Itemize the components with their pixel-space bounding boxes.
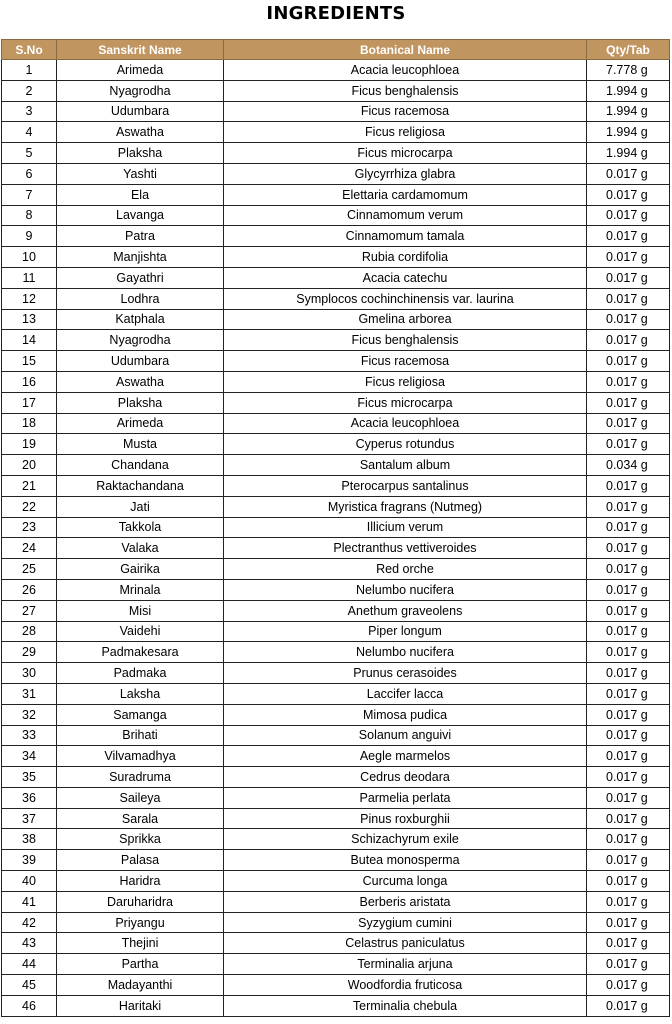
cell-sanskrit-name: Aswatha <box>57 122 224 143</box>
cell-sanskrit-name: Udumbara <box>57 101 224 122</box>
cell-sno: 20 <box>2 455 57 476</box>
cell-sanskrit-name: Raktachandana <box>57 475 224 496</box>
cell-botanical-name: Red orche <box>224 559 587 580</box>
table-row <box>2 392 670 413</box>
cell-sno: 6 <box>2 163 57 184</box>
cell-qty: 1.994 g <box>587 101 670 122</box>
cell-qty: 0.017 g <box>587 205 670 226</box>
cell-qty: 0.017 g <box>587 829 670 850</box>
cell-botanical-name: Rubia cordifolia <box>224 247 587 268</box>
cell-botanical-name: Syzygium cumini <box>224 912 587 933</box>
cell-botanical-name: Woodfordia fruticosa <box>224 975 587 996</box>
cell-qty: 0.017 g <box>587 871 670 892</box>
cell-qty: 0.017 g <box>587 767 670 788</box>
cell-sno: 28 <box>2 621 57 642</box>
cell-sno: 26 <box>2 579 57 600</box>
table-row <box>2 954 670 975</box>
cell-botanical-name: Illicium verum <box>224 517 587 538</box>
cell-botanical-name: Parmelia perlata <box>224 787 587 808</box>
cell-qty: 0.017 g <box>587 309 670 330</box>
cell-botanical-name: Mimosa pudica <box>224 704 587 725</box>
cell-botanical-name: Celastrus paniculatus <box>224 933 587 954</box>
cell-botanical-name: Cinnamomum verum <box>224 205 587 226</box>
cell-sanskrit-name: Chandana <box>57 455 224 476</box>
cell-botanical-name: Ficus benghalensis <box>224 330 587 351</box>
cell-sno: 40 <box>2 871 57 892</box>
cell-botanical-name: Elettaria cardamomum <box>224 184 587 205</box>
cell-sanskrit-name: Thejini <box>57 933 224 954</box>
cell-sno: 13 <box>2 309 57 330</box>
table-row <box>2 767 670 788</box>
cell-sno: 18 <box>2 413 57 434</box>
table-row <box>2 871 670 892</box>
table-row <box>2 247 670 268</box>
cell-sanskrit-name: Gayathri <box>57 267 224 288</box>
cell-qty: 1.994 g <box>587 122 670 143</box>
cell-botanical-name: Ficus microcarpa <box>224 143 587 164</box>
table-row <box>2 600 670 621</box>
page-title: INGREDIENTS <box>266 3 406 24</box>
cell-sno: 2 <box>2 80 57 101</box>
cell-botanical-name: Anethum graveolens <box>224 600 587 621</box>
table-row <box>2 933 670 954</box>
cell-qty: 0.017 g <box>587 850 670 871</box>
table-row <box>2 975 670 996</box>
cell-sno: 43 <box>2 933 57 954</box>
table-row <box>2 704 670 725</box>
cell-sno: 22 <box>2 496 57 517</box>
cell-botanical-name: Terminalia chebula <box>224 995 587 1016</box>
cell-botanical-name: Laccifer lacca <box>224 683 587 704</box>
cell-qty: 0.017 g <box>587 579 670 600</box>
cell-botanical-name: Santalum album <box>224 455 587 476</box>
table-row <box>2 517 670 538</box>
table-row <box>2 413 670 434</box>
cell-qty: 0.017 g <box>587 995 670 1016</box>
table-row <box>2 496 670 517</box>
cell-sno: 35 <box>2 767 57 788</box>
cell-sno: 32 <box>2 704 57 725</box>
cell-botanical-name: Solanum anguivi <box>224 725 587 746</box>
table-row <box>2 850 670 871</box>
cell-sno: 29 <box>2 642 57 663</box>
cell-qty: 0.017 g <box>587 392 670 413</box>
cell-qty: 0.017 g <box>587 184 670 205</box>
cell-botanical-name: Glycyrrhiza glabra <box>224 163 587 184</box>
cell-sno: 3 <box>2 101 57 122</box>
cell-sno: 14 <box>2 330 57 351</box>
cell-sanskrit-name: Nyagrodha <box>57 80 224 101</box>
cell-sanskrit-name: Takkola <box>57 517 224 538</box>
cell-botanical-name: Butea monosperma <box>224 850 587 871</box>
cell-sno: 19 <box>2 434 57 455</box>
cell-qty: 0.017 g <box>587 351 670 372</box>
table-row <box>2 559 670 580</box>
table-row <box>2 351 670 372</box>
cell-botanical-name: Pterocarpus santalinus <box>224 475 587 496</box>
cell-sno: 8 <box>2 205 57 226</box>
cell-botanical-name: Plectranthus vettiveroides <box>224 538 587 559</box>
table-row <box>2 829 670 850</box>
cell-sno: 39 <box>2 850 57 871</box>
cell-botanical-name: Ficus religiosa <box>224 371 587 392</box>
table-row <box>2 267 670 288</box>
table-row <box>2 579 670 600</box>
cell-botanical-name: Ficus benghalensis <box>224 80 587 101</box>
cell-sanskrit-name: Arimeda <box>57 60 224 81</box>
cell-sanskrit-name: Suradruma <box>57 767 224 788</box>
cell-qty: 0.017 g <box>587 559 670 580</box>
table-row <box>2 746 670 767</box>
cell-qty: 0.017 g <box>587 954 670 975</box>
cell-botanical-name: Acacia leucophloea <box>224 413 587 434</box>
cell-botanical-name: Myristica fragrans (Nutmeg) <box>224 496 587 517</box>
table-row <box>2 621 670 642</box>
header-qty-per-tab: Qty/Tab <box>587 40 670 60</box>
table-row <box>2 538 670 559</box>
table-row <box>2 309 670 330</box>
cell-botanical-name: Piper longum <box>224 621 587 642</box>
cell-sanskrit-name: Valaka <box>57 538 224 559</box>
table-row <box>2 683 670 704</box>
cell-qty: 0.017 g <box>587 517 670 538</box>
cell-sanskrit-name: Arimeda <box>57 413 224 434</box>
cell-qty: 0.017 g <box>587 538 670 559</box>
cell-botanical-name: Ficus microcarpa <box>224 392 587 413</box>
cell-botanical-name: Acacia catechu <box>224 267 587 288</box>
cell-qty: 0.017 g <box>587 226 670 247</box>
cell-botanical-name: Ficus religiosa <box>224 122 587 143</box>
cell-sno: 11 <box>2 267 57 288</box>
cell-sanskrit-name: Haritaki <box>57 995 224 1016</box>
table-row <box>2 330 670 351</box>
cell-sanskrit-name: Manjishta <box>57 247 224 268</box>
cell-sno: 16 <box>2 371 57 392</box>
table-row <box>2 912 670 933</box>
cell-qty: 1.994 g <box>587 80 670 101</box>
cell-sanskrit-name: Nyagrodha <box>57 330 224 351</box>
header-sno: S.No <box>2 40 57 60</box>
header-botanical-name: Botanical Name <box>224 40 587 60</box>
table-row <box>2 642 670 663</box>
table-row <box>2 475 670 496</box>
cell-sno: 37 <box>2 808 57 829</box>
table-row <box>2 371 670 392</box>
cell-qty: 0.017 g <box>587 621 670 642</box>
cell-sno: 5 <box>2 143 57 164</box>
cell-sanskrit-name: Samanga <box>57 704 224 725</box>
cell-sno: 7 <box>2 184 57 205</box>
table-row <box>2 226 670 247</box>
cell-sanskrit-name: Vilvamadhya <box>57 746 224 767</box>
cell-botanical-name: Aegle marmelos <box>224 746 587 767</box>
cell-sno: 42 <box>2 912 57 933</box>
cell-sanskrit-name: Ela <box>57 184 224 205</box>
cell-sno: 17 <box>2 392 57 413</box>
cell-botanical-name: Terminalia arjuna <box>224 954 587 975</box>
cell-sno: 1 <box>2 60 57 81</box>
cell-botanical-name: Nelumbo nucifera <box>224 642 587 663</box>
cell-sanskrit-name: Vaidehi <box>57 621 224 642</box>
cell-qty: 7.778 g <box>587 60 670 81</box>
cell-sno: 23 <box>2 517 57 538</box>
cell-sanskrit-name: Brihati <box>57 725 224 746</box>
cell-qty: 0.017 g <box>587 642 670 663</box>
table-row <box>2 288 670 309</box>
table-row <box>2 787 670 808</box>
cell-qty: 0.017 g <box>587 787 670 808</box>
cell-qty: 0.017 g <box>587 288 670 309</box>
cell-sanskrit-name: Gairika <box>57 559 224 580</box>
cell-sno: 33 <box>2 725 57 746</box>
cell-sno: 45 <box>2 975 57 996</box>
cell-botanical-name: Cedrus deodara <box>224 767 587 788</box>
table-row <box>2 143 670 164</box>
table-row <box>2 891 670 912</box>
cell-qty: 0.017 g <box>587 663 670 684</box>
cell-sanskrit-name: Madayanthi <box>57 975 224 996</box>
cell-qty: 0.034 g <box>587 455 670 476</box>
cell-qty: 0.017 g <box>587 496 670 517</box>
cell-qty: 0.017 g <box>587 704 670 725</box>
table-row <box>2 434 670 455</box>
cell-sno: 21 <box>2 475 57 496</box>
cell-sno: 4 <box>2 122 57 143</box>
cell-sanskrit-name: Saileya <box>57 787 224 808</box>
cell-sanskrit-name: Lodhra <box>57 288 224 309</box>
cell-sanskrit-name: Lavanga <box>57 205 224 226</box>
cell-sno: 30 <box>2 663 57 684</box>
cell-sanskrit-name: Laksha <box>57 683 224 704</box>
cell-sno: 12 <box>2 288 57 309</box>
cell-botanical-name: Ficus racemosa <box>224 101 587 122</box>
cell-sno: 15 <box>2 351 57 372</box>
cell-sanskrit-name: Patra <box>57 226 224 247</box>
table-row <box>2 184 670 205</box>
cell-sanskrit-name: Jati <box>57 496 224 517</box>
cell-sno: 10 <box>2 247 57 268</box>
cell-sno: 36 <box>2 787 57 808</box>
cell-sno: 38 <box>2 829 57 850</box>
cell-qty: 0.017 g <box>587 975 670 996</box>
cell-qty: 0.017 g <box>587 808 670 829</box>
cell-sno: 34 <box>2 746 57 767</box>
cell-sanskrit-name: Plaksha <box>57 143 224 164</box>
cell-sanskrit-name: Sprikka <box>57 829 224 850</box>
cell-sno: 41 <box>2 891 57 912</box>
cell-sanskrit-name: Aswatha <box>57 371 224 392</box>
table-row <box>2 995 670 1016</box>
table-row <box>2 455 670 476</box>
cell-sanskrit-name: Partha <box>57 954 224 975</box>
cell-sanskrit-name: Padmaka <box>57 663 224 684</box>
cell-sno: 44 <box>2 954 57 975</box>
cell-qty: 0.017 g <box>587 891 670 912</box>
table-row <box>2 663 670 684</box>
cell-sanskrit-name: Mrinala <box>57 579 224 600</box>
cell-botanical-name: Prunus cerasoides <box>224 663 587 684</box>
cell-botanical-name: Curcuma longa <box>224 871 587 892</box>
cell-sno: 46 <box>2 995 57 1016</box>
cell-sanskrit-name: Haridra <box>57 871 224 892</box>
cell-sno: 27 <box>2 600 57 621</box>
cell-sanskrit-name: Misi <box>57 600 224 621</box>
table-row <box>2 60 670 81</box>
cell-botanical-name: Nelumbo nucifera <box>224 579 587 600</box>
cell-botanical-name: Symplocos cochinchinensis var. laurina <box>224 288 587 309</box>
cell-qty: 0.017 g <box>587 434 670 455</box>
table-row <box>2 205 670 226</box>
cell-qty: 0.017 g <box>587 371 670 392</box>
cell-qty: 0.017 g <box>587 413 670 434</box>
cell-botanical-name: Ficus racemosa <box>224 351 587 372</box>
table-row <box>2 122 670 143</box>
cell-sanskrit-name: Priyangu <box>57 912 224 933</box>
cell-qty: 0.017 g <box>587 912 670 933</box>
cell-botanical-name: Cinnamomum tamala <box>224 226 587 247</box>
table-row <box>2 725 670 746</box>
cell-botanical-name: Acacia leucophloea <box>224 60 587 81</box>
cell-qty: 0.017 g <box>587 725 670 746</box>
table-row <box>2 808 670 829</box>
ingredients-table <box>1 39 670 1017</box>
cell-sno: 31 <box>2 683 57 704</box>
cell-sanskrit-name: Udumbara <box>57 351 224 372</box>
cell-sanskrit-name: Yashti <box>57 163 224 184</box>
cell-qty: 0.017 g <box>587 683 670 704</box>
table-row <box>2 80 670 101</box>
table-body <box>2 60 670 1017</box>
cell-botanical-name: Pinus roxburghii <box>224 808 587 829</box>
cell-botanical-name: Berberis aristata <box>224 891 587 912</box>
cell-qty: 1.994 g <box>587 143 670 164</box>
cell-botanical-name: Gmelina arborea <box>224 309 587 330</box>
cell-sanskrit-name: Palasa <box>57 850 224 871</box>
cell-sanskrit-name: Daruharidra <box>57 891 224 912</box>
cell-qty: 0.017 g <box>587 746 670 767</box>
table-header-row <box>2 40 670 60</box>
table-row <box>2 163 670 184</box>
cell-botanical-name: Cyperus rotundus <box>224 434 587 455</box>
cell-qty: 0.017 g <box>587 933 670 954</box>
cell-qty: 0.017 g <box>587 330 670 351</box>
cell-qty: 0.017 g <box>587 163 670 184</box>
cell-qty: 0.017 g <box>587 267 670 288</box>
cell-sanskrit-name: Sarala <box>57 808 224 829</box>
cell-qty: 0.017 g <box>587 475 670 496</box>
cell-sanskrit-name: Musta <box>57 434 224 455</box>
cell-sanskrit-name: Padmakesara <box>57 642 224 663</box>
cell-sanskrit-name: Katphala <box>57 309 224 330</box>
cell-sno: 25 <box>2 559 57 580</box>
table-row <box>2 101 670 122</box>
cell-sno: 24 <box>2 538 57 559</box>
cell-sno: 9 <box>2 226 57 247</box>
cell-botanical-name: Schizachyrum exile <box>224 829 587 850</box>
cell-qty: 0.017 g <box>587 600 670 621</box>
cell-sanskrit-name: Plaksha <box>57 392 224 413</box>
header-sanskrit-name: Sanskrit Name <box>57 40 224 60</box>
cell-qty: 0.017 g <box>587 247 670 268</box>
